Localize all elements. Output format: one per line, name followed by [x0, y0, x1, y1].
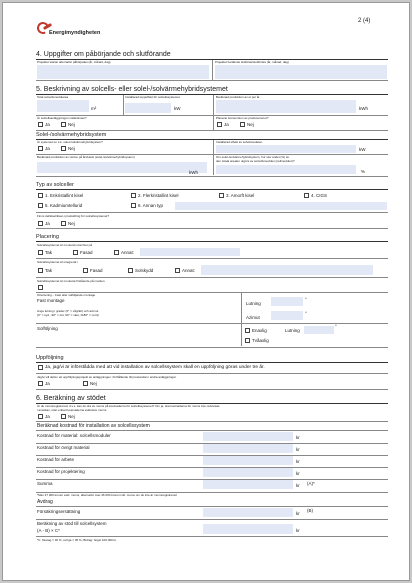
cell-type-2-label: 2. Flerkristallint kisel — [138, 193, 179, 198]
cell-type-4-label: 4. CIGS — [311, 193, 328, 198]
annual-production-label: Beräknad produktion av el per år — [216, 95, 260, 99]
single-tilt-field[interactable] — [304, 326, 334, 334]
integrated-facade-checkbox[interactable] — [83, 268, 88, 273]
integrated-label: Solcellssystemet är integrerat i — [37, 260, 78, 264]
sum-field[interactable] — [203, 480, 293, 489]
deduction-title: Avdrag — [37, 499, 53, 505]
single-tilt-label: Lutning — [285, 328, 300, 333]
divider — [36, 347, 388, 348]
insurance-label: Försäkringsersättning — [37, 509, 81, 514]
section-6-title: 6. Beräkning av stödet — [36, 395, 106, 402]
divider — [36, 258, 388, 259]
grid-question: Är solcellsanläggningen nätansluten? — [37, 116, 87, 120]
placement-rule — [36, 241, 388, 242]
end-date-label: Projektet beräknas slutföras/slutfördes (år, månad, dag) — [215, 60, 289, 64]
mounted-roof-label: Tak — [45, 250, 53, 255]
consume-no-label: Nej — [247, 122, 254, 127]
mounted-other-label: Annat: — [121, 250, 135, 255]
cell-type-4-checkbox[interactable] — [304, 193, 309, 198]
divider — [36, 430, 388, 431]
divider — [241, 324, 242, 346]
cost-row-2-unit: kr — [296, 447, 300, 452]
participate-no-checkbox[interactable] — [83, 381, 88, 386]
page-number: 2 (4) — [358, 18, 371, 24]
sum-ref: (A)* — [307, 481, 315, 486]
production-unit: kWh — [359, 106, 368, 111]
share-field[interactable] — [216, 165, 356, 174]
tracking-label: Solföljning — [37, 326, 58, 331]
divider — [212, 60, 213, 80]
vat-question-1: Är du momsregistrerad, d.v.s. kan du dra av moms på kostnaderna för solcellssystemet? Om ja, ska kostnaderna för moms inte redovisas — [37, 404, 220, 408]
support-formula: (A - B) × C* — [37, 528, 60, 533]
divider — [36, 536, 388, 537]
integrated-facade-label: Fasad — [90, 268, 103, 273]
support-unit: kr — [296, 528, 300, 533]
orientation-label: Orientering – Fast eller solföljande montage — [37, 293, 96, 297]
cost-row-1-unit: kr — [296, 435, 300, 440]
vat-yes-label: Ja — [45, 414, 50, 419]
section-5-rule — [36, 94, 388, 95]
integration-yes-checkbox[interactable] — [38, 221, 43, 226]
sum-unit: kr — [296, 483, 300, 488]
divider — [36, 130, 388, 131]
cost-row-4-label: Kostnad för projektering — [37, 469, 85, 474]
vat-question-2: i ansökan, utan enbart kostnaderna exklusive moms. — [37, 408, 108, 412]
cell-type-5-label: 5. Kadmiumtellurid — [45, 203, 83, 208]
mounted-roof-checkbox[interactable] — [38, 250, 43, 255]
start-date-label: Projektet startar alternativt påbörjades (år, månad, dag) — [37, 60, 111, 64]
hybrid-question: Är systemet en s.k. solel-/solvärmehybridsystem? — [37, 140, 103, 144]
integrated-roof-checkbox[interactable] — [38, 268, 43, 273]
integration-no-label: Nej — [68, 221, 75, 226]
divider — [123, 95, 124, 115]
integrated-shade-checkbox[interactable] — [128, 268, 133, 273]
followup-rule — [36, 362, 388, 363]
dual-axis-checkbox[interactable] — [245, 338, 250, 343]
cell-type-3-label: 3. Amorft kisel — [226, 193, 255, 198]
mounted-facade-checkbox[interactable] — [73, 250, 78, 255]
share-label: Om solel-/solvärmehybridsystem, hur stor andel (%) av — [216, 155, 290, 159]
support-field[interactable] — [203, 524, 293, 534]
hybrid-title: Solel-/solvärmehybridsystem — [36, 132, 107, 138]
divider — [213, 155, 214, 175]
module-area-field[interactable] — [37, 100, 89, 112]
divider — [36, 506, 388, 507]
cost-row-2-field[interactable] — [203, 444, 293, 453]
integrated-roof-label: Tak — [45, 268, 53, 273]
dual-axis-label: Tvåaxlig — [252, 338, 269, 343]
cost-row-4-field[interactable] — [203, 468, 293, 477]
vat-yes-checkbox[interactable] — [38, 414, 43, 419]
fixed-desc-1: Ange lutning i grader (0° = vågrätt) och azimut — [37, 309, 99, 313]
divider — [36, 421, 388, 422]
cell-type-title: Typ av solceller — [36, 182, 74, 188]
cost-row-2-label: Kostnad för övrigt material — [37, 445, 90, 450]
divider — [213, 116, 214, 130]
mounted-label: Solcellssystemet är monterat utomhus på — [37, 243, 93, 247]
annual-production-field[interactable] — [216, 100, 356, 113]
cost-title: Beräknad kostnad för installation av solcellssystem — [37, 423, 150, 429]
hybrid-no-label: Nej — [68, 146, 75, 151]
followup-consent-text: Ja, jag/vi är införstådda med att vid installation av solcellssystem skall en uppföljning göras under tre år. — [45, 365, 265, 370]
divider — [36, 519, 388, 520]
cell-type-6-checkbox[interactable] — [131, 203, 136, 208]
cost-row-3-label: Kostnad för arbete — [37, 457, 75, 462]
form-page — [2, 2, 410, 581]
cell-type-5-checkbox[interactable] — [38, 203, 43, 208]
divider — [36, 80, 388, 81]
hybrid-no-checkbox[interactable] — [61, 146, 66, 151]
vat-no-label: Nej — [68, 414, 75, 419]
cell-type-1-label: 1. Enkristallint kisel — [45, 193, 84, 198]
integrated-other-checkbox[interactable] — [175, 268, 180, 273]
vat-note: *Max 37 000 kronor exkl. moms, alternativt max 46 000 kronor inkl. moms om du inte är momsregistrerad — [37, 493, 177, 497]
azimuth-label: Azimut — [246, 315, 260, 320]
divider — [213, 95, 214, 115]
followup-title: Uppföljning — [36, 355, 64, 361]
thermal-power-unit: kW — [359, 147, 366, 152]
single-axis-label: Enaxlig — [252, 328, 267, 333]
logo-text: Energimyndigheten — [49, 30, 101, 36]
cost-row-1-label: Kostnad för material: solcellsmoduler — [37, 433, 111, 438]
tilt-field[interactable] — [271, 297, 303, 306]
divider — [241, 293, 242, 323]
integrated-other-field[interactable] — [201, 265, 373, 275]
consume-yes-checkbox[interactable] — [217, 122, 222, 127]
hybrid-yes-checkbox[interactable] — [38, 146, 43, 151]
mounted-other-checkbox[interactable] — [114, 250, 119, 255]
divider — [36, 115, 388, 116]
participate-yes-checkbox[interactable] — [38, 381, 43, 386]
heat-unit: kWh — [189, 170, 198, 175]
fixed-mount-label: Fast montage — [37, 298, 65, 303]
heat-production-label: Beräknad produktion av värme på årsbasis (solel-/solvärmehybridsystem) — [37, 155, 135, 159]
single-tilt-unit: ° — [335, 324, 337, 329]
ground-checkbox[interactable] — [38, 285, 43, 290]
integration-question: Finns del/kisel/kisel-i produkthög för solcellssystemet? — [37, 214, 110, 218]
ground-label: Solcellssystemet är monterat fristående på marken — [37, 279, 105, 283]
insurance-field[interactable] — [203, 508, 293, 517]
module-area-label: Total solcellsmodularea — [37, 95, 69, 99]
cost-row-3-unit: kr — [296, 459, 300, 464]
consume-yes-label: Ja — [224, 122, 229, 127]
insurance-unit: kr — [296, 511, 300, 516]
footnote: *C: företag = 30 %; övriga = 35 %; Bidrag: högst 100 000 kr. — [37, 538, 117, 542]
grid-no-label: Nej — [68, 122, 75, 127]
hybrid-yes-label: Ja — [45, 146, 50, 151]
mounted-facade-label: Fasad — [80, 250, 93, 255]
azimuth-field[interactable] — [271, 311, 303, 320]
divider — [36, 228, 388, 229]
support-title: Beräkning av stöd till solcellsystem — [37, 521, 107, 526]
section-4-title: 4. Uppgifter om påbörjande och slutförande — [36, 51, 171, 58]
single-axis-checkbox[interactable] — [245, 328, 250, 333]
area-unit: m² — [91, 106, 97, 111]
participate-yes-label: Ja — [45, 381, 50, 386]
sum-label: Summa — [37, 481, 53, 486]
start-date-field[interactable] — [37, 65, 209, 79]
followup-consent-checkbox[interactable] — [38, 365, 43, 370]
participate-no-label: Nej — [90, 381, 97, 386]
cost-row-3-field[interactable] — [203, 456, 293, 465]
divider — [36, 176, 388, 177]
thermal-power-label: Installerad effekt av solvärmedelen — [216, 140, 263, 144]
cost-row-4-unit: kr — [296, 471, 300, 476]
peak-power-label: Installerad toppeffekt för solcellssystemet — [125, 95, 180, 99]
divider — [36, 212, 388, 213]
integration-no-checkbox[interactable] — [61, 221, 66, 226]
divider — [36, 373, 388, 374]
heat-production-field[interactable] — [37, 162, 207, 173]
consume-question: Planerar konsumtion av producerad el? — [216, 116, 269, 120]
share-label-2: den totala arealen utgörs av solcellsmoduler (cellmoduler)? — [216, 159, 295, 163]
integrated-shade-label: Solskydd — [135, 268, 154, 273]
power-unit: kW — [174, 106, 181, 111]
share-unit: % — [361, 169, 366, 174]
tilt-label: Lutning — [246, 301, 261, 306]
cell-type-rule — [36, 189, 388, 190]
azimuth-unit: ° — [305, 311, 307, 316]
integration-yes-label: Ja — [45, 221, 50, 226]
followup-participate-question: Jag/vi vill delta i ett uppföljningsprojekt av anläggningen i förhållande till prestandan i andra anläggningar. — [37, 375, 177, 379]
fixed-desc-2: (0° = syd, -90° = öst, 90° = väst, ±180° = nord) — [37, 313, 99, 317]
tilt-unit: ° — [305, 297, 307, 302]
divider — [36, 389, 388, 390]
grid-yes-checkbox[interactable] — [38, 122, 43, 127]
section-5-title: 5. Beskrivning av solcells- eller solel-/solvärmehybridsystemet — [36, 86, 228, 93]
placement-title: Placering — [36, 234, 59, 240]
integrated-other-label: Annat: — [182, 268, 196, 273]
grid-yes-label: Ja — [45, 122, 50, 127]
mounted-other-field[interactable] — [140, 248, 240, 256]
grid-no-checkbox[interactable] — [61, 122, 66, 127]
cell-type-1-checkbox[interactable] — [38, 193, 43, 198]
cell-type-6-label: 6. Annan typ — [138, 203, 164, 208]
peak-power-field[interactable] — [125, 103, 171, 113]
end-date-field[interactable] — [215, 65, 387, 79]
cell-type-2-checkbox[interactable] — [131, 193, 136, 198]
insurance-ref: (B) — [307, 508, 313, 513]
divider — [213, 140, 214, 154]
vat-no-checkbox[interactable] — [61, 414, 66, 419]
thermal-power-field[interactable] — [216, 145, 356, 153]
other-cell-type-field[interactable] — [175, 202, 387, 210]
consume-no-checkbox[interactable] — [240, 122, 245, 127]
cost-row-1-field[interactable] — [203, 432, 293, 441]
divider — [36, 277, 388, 278]
cell-type-3-checkbox[interactable] — [219, 193, 224, 198]
